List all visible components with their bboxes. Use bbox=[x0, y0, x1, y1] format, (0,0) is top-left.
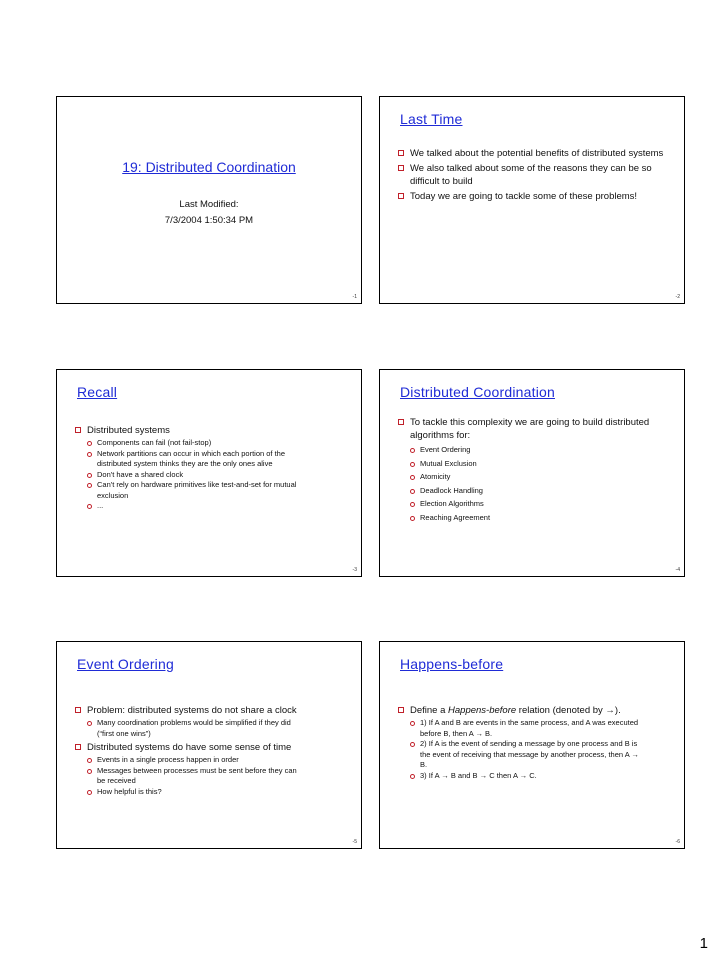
sub-bullet: 3) If A → B and B → C then A → C. bbox=[410, 771, 644, 782]
sub-bullet: Atomicity bbox=[410, 472, 654, 483]
sub-bullet: Components can fail (not fail-stop) bbox=[87, 438, 301, 449]
slide-title: Recall bbox=[77, 384, 118, 400]
sub-bullet: Can't rely on hardware primitives like test-and-set for mutual exclusion bbox=[87, 480, 301, 501]
bullet bbox=[75, 704, 301, 739]
sub-bullet: Event Ordering bbox=[410, 445, 654, 456]
sub-bullet: Don't have a shared clock bbox=[87, 470, 301, 481]
sub-bullet: Many coordination problems would be simplified if they did (“first one wins”) bbox=[87, 718, 301, 739]
slide-page-number: -6 bbox=[675, 839, 680, 845]
sub-bullet: Events in a single process happen in order bbox=[87, 755, 301, 766]
slide-page-number: -4 bbox=[675, 567, 680, 573]
bullet-text: Distributed systems do have some sense of time bbox=[87, 742, 292, 753]
slide-title: Happens-before bbox=[400, 656, 504, 672]
slide-title: Distributed Coordination bbox=[400, 384, 555, 400]
slide-title: Last Time bbox=[400, 111, 463, 127]
sub-bullet: ... bbox=[87, 501, 301, 512]
sub-bullet: Messages between processes must be sent before they can be received bbox=[87, 766, 301, 787]
slide-body bbox=[398, 704, 644, 783]
bullet: We also talked about some of the reasons they can be so difficult to build bbox=[398, 162, 674, 188]
sub-bullet: Election Algorithms bbox=[410, 499, 654, 510]
slide-6 bbox=[379, 641, 685, 849]
bullet bbox=[75, 741, 301, 797]
slide-4 bbox=[379, 369, 685, 577]
slide-5 bbox=[56, 641, 362, 849]
slide-page-number: -1 bbox=[352, 294, 357, 300]
slide-body bbox=[398, 416, 654, 526]
slide-3 bbox=[56, 369, 362, 577]
bullet-text: Distributed systems bbox=[87, 425, 170, 436]
slide-2 bbox=[379, 96, 685, 304]
sub-bullet: How helpful is this? bbox=[87, 787, 301, 798]
bullet-text-pre: Define a bbox=[410, 705, 449, 716]
last-modified-value: 7/3/2004 1:50:34 PM bbox=[164, 215, 254, 226]
slide-body bbox=[75, 704, 301, 799]
cover-title: 19: Distributed Coordination bbox=[122, 159, 296, 175]
bullet-text-em: Happens-before bbox=[448, 705, 517, 716]
sub-bullet: Network partitions can occur in which each portion of the distributed system thinks they are the only ones alive bbox=[87, 449, 301, 470]
bullet: We talked about the potential benefits of distributed systems bbox=[398, 147, 674, 160]
sub-bullet: 1) If A and B are events in the same process, and A was executed before B, then A → B. bbox=[410, 718, 644, 739]
bullet-text: To tackle this complexity we are going to build distributed algorithms for: bbox=[410, 417, 650, 441]
slide-1 bbox=[56, 96, 362, 304]
slide-body bbox=[75, 424, 301, 514]
sub-bullet: Deadlock Handling bbox=[410, 486, 654, 497]
bullet-text-post: relation (denoted by →). bbox=[516, 705, 621, 716]
bullet: Today we are going to tackle some of these problems! bbox=[398, 190, 674, 203]
slide-page-number: -2 bbox=[675, 294, 680, 300]
last-modified-label: Last Modified: bbox=[179, 199, 239, 210]
bullet bbox=[75, 424, 301, 512]
slide-page-number: -3 bbox=[352, 567, 357, 573]
slide-page-number: -5 bbox=[352, 839, 357, 845]
sub-bullet: Mutual Exclusion bbox=[410, 459, 654, 470]
bullet bbox=[398, 704, 644, 781]
slide-body bbox=[398, 147, 674, 205]
sub-bullet: Reaching Agreement bbox=[410, 513, 654, 524]
bullet-text: Problem: distributed systems do not share a clock bbox=[87, 705, 297, 716]
slide-title: Event Ordering bbox=[77, 656, 174, 672]
page-number: 1 bbox=[699, 935, 708, 952]
sub-bullet: 2) If A is the event of sending a message by one process and B is the event of receiving that message by another process, then A → B. bbox=[410, 739, 644, 771]
bullet bbox=[398, 416, 654, 523]
